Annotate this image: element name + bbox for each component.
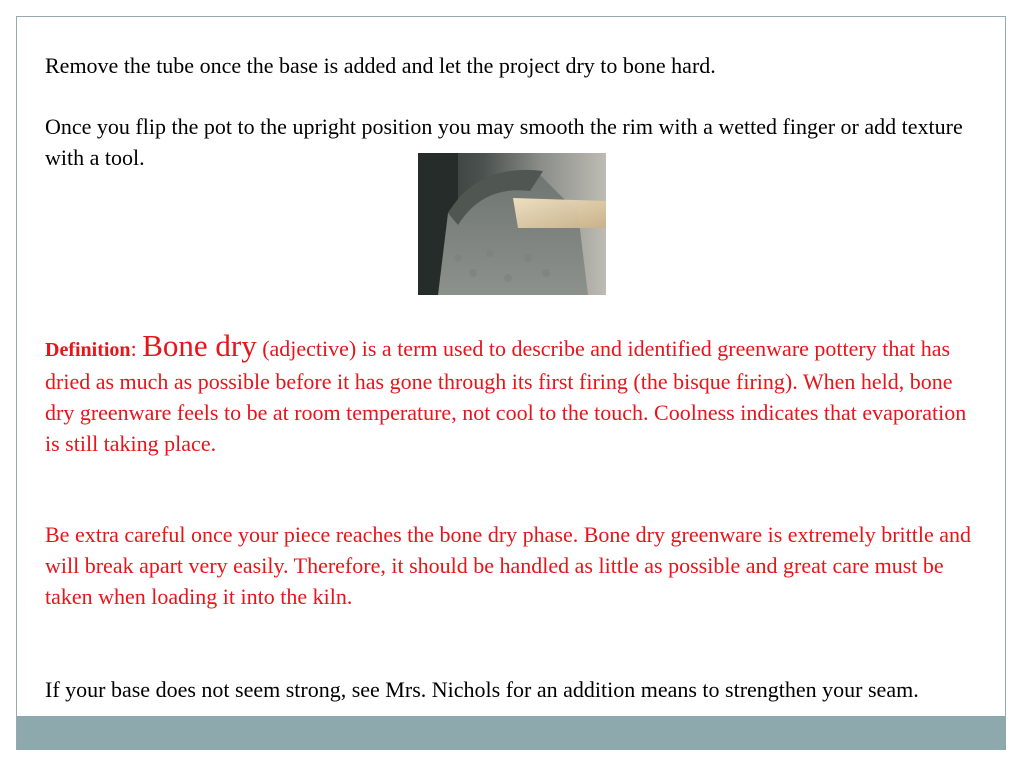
instruction-strengthen-seam: If your base does not seem strong, see Mrs. Nichols for an addition means to strengthen your seam. [45, 677, 919, 702]
definition-bone-dry [45, 330, 975, 459]
definition-body: (adjective) is a term used to describe and identified greenware pottery that has dried as much as possible before it has gone through its first firing (the bisque firing). When held, bone dry greenware feels to be at room temperature, not cool to the touch. Coolness indicates that evaporation is still taking place. [45, 336, 967, 456]
instruction-smooth-rim: Once you flip the pot to the upright position you may smooth the rim with a wetted finger or add texture with a tool. [45, 114, 963, 170]
pot-rim-tool-photo [418, 153, 606, 295]
footer-band [17, 716, 1006, 750]
definition-colon: : [130, 336, 143, 361]
definition-label: Definition [45, 339, 131, 361]
instruction-remove-tube: Remove the tube once the base is added and let the project dry to bone hard. [45, 53, 716, 78]
definition-term: Bone dry [142, 328, 257, 363]
caution-brittle: Be extra careful once your piece reaches the bone dry phase. Bone dry greenware is extremely brittle and will break apart very easily. Therefore, it should be handled as little as possible and great care must be taken when loading it into the kiln. [45, 522, 972, 609]
